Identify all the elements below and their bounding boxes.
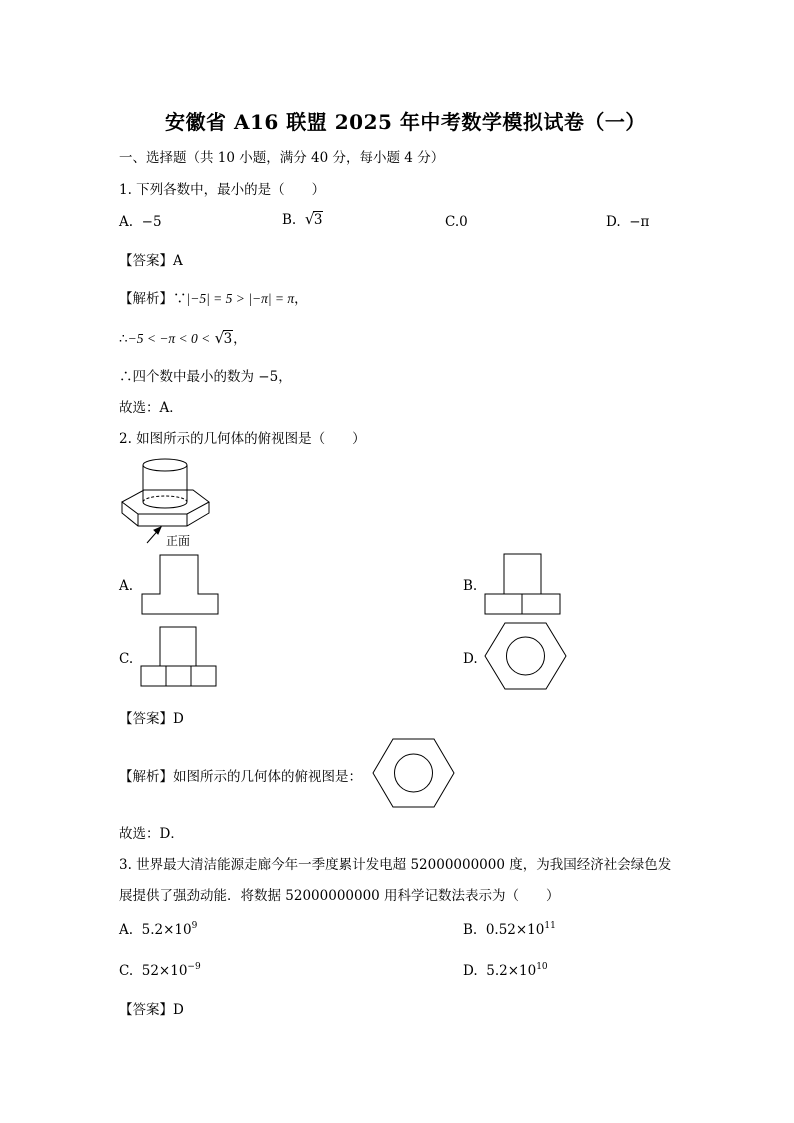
q3-stem-line1: 3. 世界最大清洁能源走廊今年一季度累计发电超 52000000000 度，为我国经济社会绿色发 bbox=[119, 857, 672, 873]
option-base: 0.52×10 bbox=[485, 922, 545, 938]
option-letter: B. bbox=[282, 212, 297, 228]
option-letter: B. bbox=[463, 922, 478, 938]
option-base: 52×10 bbox=[141, 963, 188, 979]
option-letter: C. bbox=[445, 214, 460, 230]
q3-option-a bbox=[119, 921, 197, 938]
q1-option-c bbox=[445, 214, 468, 230]
prism-top-face bbox=[122, 490, 209, 514]
q3-answer bbox=[119, 998, 184, 1018]
q3-option-b bbox=[463, 921, 556, 938]
analysis-text: 如图所示的几何体的俯视图是： bbox=[173, 769, 362, 785]
q2-analysis-figure bbox=[372, 738, 456, 810]
option-letter: A. bbox=[119, 214, 134, 230]
cylinder-top bbox=[143, 459, 187, 471]
choose-value: D． bbox=[159, 826, 184, 842]
q2-solid-figure bbox=[115, 455, 215, 550]
arrow-head bbox=[154, 527, 161, 534]
radicand: 3 bbox=[223, 331, 233, 347]
q1-option-d bbox=[606, 214, 649, 230]
choose-label: 故选： bbox=[119, 400, 160, 416]
comma: ， bbox=[294, 291, 308, 307]
analysis-label: 【解析】 bbox=[119, 291, 173, 307]
answer-value: A bbox=[173, 253, 183, 269]
analysis-label: 【解析】 bbox=[119, 769, 173, 785]
answer-label: 【答案】 bbox=[119, 253, 173, 269]
comma: ， bbox=[233, 331, 247, 347]
because-symbol: ∵ bbox=[173, 291, 187, 307]
answer-value: D bbox=[173, 1002, 184, 1018]
q2-option-c-letter: C. bbox=[119, 651, 134, 667]
q2-choose bbox=[119, 822, 184, 842]
option-value: −π bbox=[629, 214, 650, 230]
choose-label: 故选： bbox=[119, 826, 160, 842]
option-letter: A. bbox=[119, 922, 134, 938]
sqrt-symbol: √ 3 bbox=[214, 329, 233, 347]
answer-value: D bbox=[173, 711, 184, 727]
page-title: 安徽省 A16 联盟 2025 年中考数学模拟试卷（一） bbox=[165, 110, 646, 134]
option-exponent: 9 bbox=[191, 921, 198, 931]
q2-option-b-letter: B. bbox=[463, 578, 478, 594]
therefore-symbol: ∴ bbox=[119, 331, 128, 347]
option-exponent: 11 bbox=[544, 921, 556, 931]
q3-option-c bbox=[119, 962, 201, 979]
q1-answer bbox=[119, 249, 183, 269]
inequality: −5 < −π < 0 < bbox=[127, 331, 211, 346]
option-exponent: 10 bbox=[536, 962, 548, 972]
q2-answer bbox=[119, 707, 184, 727]
q2-option-d-figure bbox=[484, 622, 568, 692]
cylinder-base bbox=[143, 502, 187, 508]
option-letter: D. bbox=[463, 963, 478, 979]
answer-label: 【答案】 bbox=[119, 1002, 173, 1018]
q2-analysis bbox=[119, 765, 362, 785]
radicand: 3 bbox=[313, 212, 323, 228]
q3-option-d bbox=[463, 962, 548, 979]
option-letter: C. bbox=[119, 963, 134, 979]
sqrt-symbol: √ 3 bbox=[304, 210, 323, 228]
q2-option-a-letter: A. bbox=[119, 578, 134, 594]
section-heading: 一、选择题（共 10 小题，满分 40 分，每小题 4 分） bbox=[119, 150, 445, 166]
answer-label: 【答案】 bbox=[119, 711, 173, 727]
front-label: 正面 bbox=[166, 534, 191, 548]
abs-expression: |−5| = 5 > |−π| = π bbox=[186, 291, 295, 306]
option-value: 0 bbox=[459, 214, 468, 230]
q1-analysis-line3: ∴四个数中最小的数为 −5， bbox=[119, 369, 292, 385]
option-value: −5 bbox=[141, 214, 162, 230]
q1-analysis-line1 bbox=[119, 287, 308, 307]
q1-option-b bbox=[282, 212, 323, 228]
q2-option-d-letter: D. bbox=[463, 651, 478, 667]
q2-stem: 2. 如图所示的几何体的俯视图是（ ） bbox=[119, 431, 366, 447]
q1-stem: 1. 下列各数中，最小的是（ ） bbox=[119, 182, 326, 198]
choose-value: A． bbox=[159, 400, 183, 416]
q1-analysis-line2 bbox=[119, 327, 247, 347]
q1-choose bbox=[119, 396, 183, 416]
option-base: 5.2×10 bbox=[141, 922, 192, 938]
q2-option-b-figure bbox=[484, 554, 564, 618]
q2-option-a-figure bbox=[140, 555, 220, 617]
q3-stem-line2: 展提供了强劲动能．将数据 52000000000 用科学记数法表示为（ ） bbox=[119, 888, 560, 904]
q2-option-c-figure bbox=[140, 627, 220, 691]
q1-option-a bbox=[119, 214, 162, 230]
option-exponent: −9 bbox=[187, 962, 201, 972]
option-base: 5.2×10 bbox=[486, 963, 537, 979]
option-letter: D. bbox=[606, 214, 621, 230]
